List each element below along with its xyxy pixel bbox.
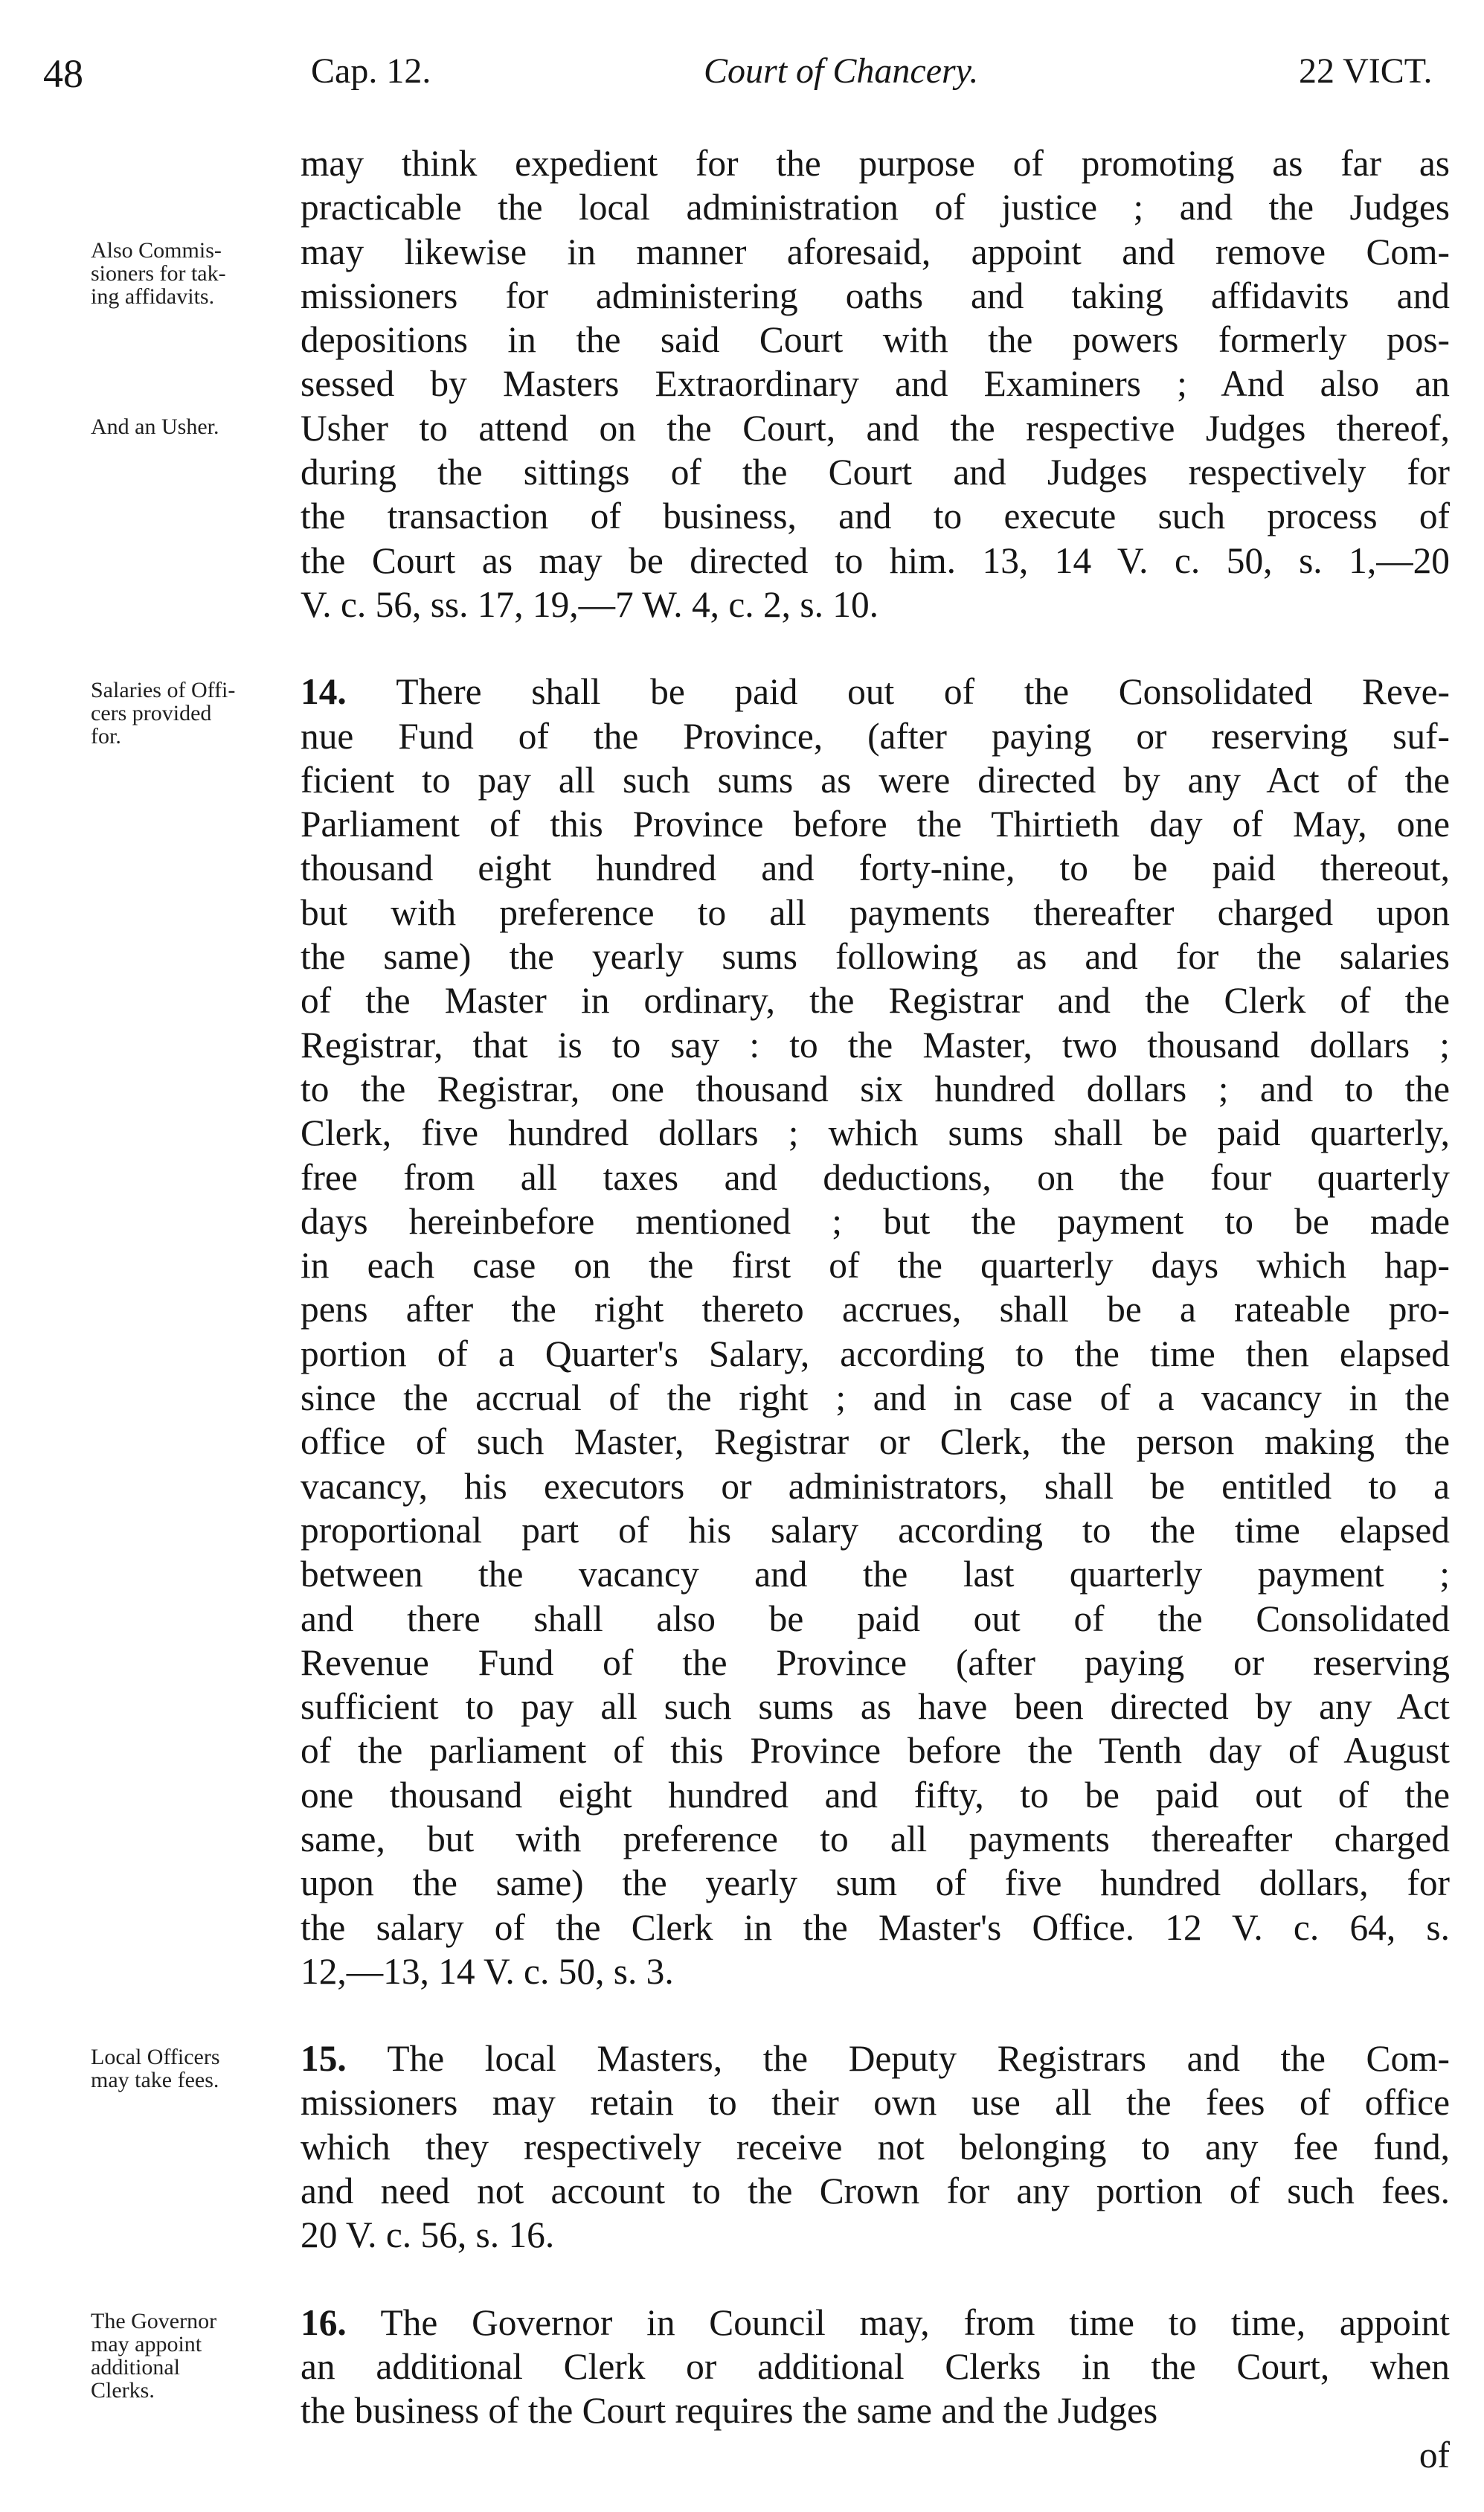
text-line: the salary of the Clerk in the Master's Office. 12 V. c. 64, s. (301, 1906, 1450, 1948)
catchword: of (1419, 2434, 1450, 2476)
section-3 (91, 2037, 1450, 2257)
running-header (0, 51, 1484, 110)
running-title: Court of Chancery. (704, 51, 979, 91)
text-line: depositions in the said Court with the powers formerly pos- (301, 319, 1450, 361)
text-line: one thousand eight hundred and fifty, to be paid out of the (301, 1774, 1450, 1816)
section-number: 14. (301, 671, 396, 713)
margin-note (91, 415, 292, 438)
margin-note-line: Salaries of Offi- (91, 678, 236, 703)
text-line: V. c. 56, ss. 17, 19,—7 W. 4, c. 2, s. 10. (301, 583, 879, 625)
text-line: since the accrual of the right ; and in case of a vacancy in the (301, 1377, 1450, 1419)
text-line: 12,—13, 14 V. c. 50, s. 3. (301, 1950, 674, 1992)
text-line: an additional Clerk or additional Clerks in the Court, when (301, 2345, 1450, 2387)
margin-note-line: sioners for tak- (91, 260, 226, 286)
text-line: Clerk, five hundred dollars ; which sums shall be paid quarterly, (301, 1112, 1450, 1154)
text-line: vacancy, his executors or administrators, shall be entitled to a (301, 1465, 1450, 1507)
text-line: sessed by Masters Extraordinary and Examiners ; And also an (301, 363, 1450, 405)
text-line: in each case on the first of the quarterly days which hap- (301, 1245, 1450, 1287)
regnal-year: 22 VICT. (1299, 51, 1433, 91)
text-line: missioners may retain to their own use all the fees of office (301, 2082, 1450, 2124)
margin-note-line: Also Commis- (91, 237, 222, 263)
margin-note-line: additional (91, 2354, 180, 2380)
text-line: sufficient to pay all such sums as have been directed by any Act (301, 1686, 1450, 1728)
text-line: may think expedient for the purpose of promoting as far as (301, 143, 1450, 184)
text-line: same, but with preference to all payments thereafter charged (301, 1818, 1450, 1859)
margin-note-line: And an Usher. (91, 414, 219, 439)
text-line: nue Fund of the Province, (after paying or reserving suf- (301, 715, 1450, 757)
margin-note-line: ing affidavits. (91, 283, 215, 309)
text-line: the Court as may be directed to him. 13, 14 V. c. 50, s. 1,—20 (301, 539, 1450, 581)
text-line: the business of the Court requires the same and the Judges (301, 2390, 1158, 2432)
section-4 (91, 2301, 1450, 2433)
text-line: Revenue Fund of the Province (after paying or reserving (301, 1641, 1450, 1683)
text-line: 14. There shall be paid out of the Consolidated Reve- (301, 671, 1450, 713)
margin-note-line: Local Officers (91, 2045, 220, 2070)
text-line: proportional part of his salary according to the time elapsed (301, 1509, 1450, 1551)
text-line: during the sittings of the Court and Judges respectively for (301, 452, 1450, 493)
text-line: but with preference to all payments thereafter charged upon (301, 891, 1450, 933)
text-line: ficient to pay all such sums as were directed by any Act of the (301, 759, 1450, 801)
margin-note-line: Clerks. (91, 2377, 155, 2403)
text-line: Registrar, that is to say : to the Master, two thousand dollars ; (301, 1024, 1450, 1066)
section-number: 16. (301, 2301, 381, 2343)
margin-note-line: cers provided (91, 701, 212, 726)
text-line: the same) the yearly sums following as and for the salaries (301, 936, 1450, 978)
text-line: days hereinbefore mentioned ; but the payment to be made (301, 1200, 1450, 1242)
text-line: to the Registrar, one thousand six hundred dollars ; and to the (301, 1068, 1450, 1109)
text-line: office of such Master, Registrar or Clerk, the person making the (301, 1421, 1450, 1463)
text-line: may likewise in manner aforesaid, appoint and remove Com- (301, 231, 1450, 272)
margin-note (91, 2310, 292, 2402)
section-2 (91, 670, 1450, 1993)
margin-note-line: may take fees. (91, 2068, 219, 2093)
text-line: thousand eight hundred and forty-nine, to be paid thereout, (301, 848, 1450, 889)
body-text (91, 141, 1450, 2477)
margin-note-line: for. (91, 724, 121, 749)
chapter-reference: Cap. 12. (311, 51, 431, 91)
text-line: the transaction of business, and to execute such process of (301, 496, 1450, 537)
text-line: 20 V. c. 56, s. 16. (301, 2214, 555, 2256)
text-line: 15. The local Masters, the Deputy Registrars and the Com- (301, 2038, 1450, 2080)
text-line: of the Master in ordinary, the Registrar and the Clerk of the (301, 980, 1450, 1022)
text-line: pens after the right thereto accrues, shall be a rateable pro- (301, 1289, 1450, 1330)
page-number: 48 (43, 51, 83, 96)
text-line: portion of a Quarter's Salary, according to the time then elapsed (301, 1333, 1450, 1374)
margin-note (91, 2045, 292, 2092)
section-1 (91, 141, 1450, 627)
margin-note (91, 679, 292, 748)
margin-note-line: may appoint (91, 2331, 202, 2356)
margin-note-line: The Governor (91, 2308, 217, 2333)
text-line: upon the same) the yearly sum of five hundred dollars, for (301, 1862, 1450, 1904)
text-line: and need not account to the Crown for any portion of such fees. (301, 2170, 1450, 2212)
text-line: 16. The Governor in Council may, from time to time, appoint (301, 2301, 1450, 2343)
text-line: of the parliament of this Province before the Tenth day of August (301, 1730, 1450, 1772)
text-line: Parliament of this Province before the Thirtieth day of May, one (301, 804, 1450, 845)
text-line: practicable the local administration of justice ; and the Judges (301, 187, 1450, 228)
margin-note (91, 239, 292, 308)
text-line: missioners for administering oaths and taking affidavits and (301, 275, 1450, 316)
text-line: between the vacancy and the last quarterly payment ; (301, 1554, 1450, 1595)
text-line: Usher to attend on the Court, and the respective Judges thereof, (301, 407, 1450, 449)
text-line: which they respectively receive not belonging to any fee fund, (301, 2126, 1450, 2167)
section-number: 15. (301, 2038, 388, 2080)
text-line: and there shall also be paid out of the Consolidated (301, 1598, 1450, 1639)
text-line: free from all taxes and deductions, on the four quarterly (301, 1156, 1450, 1198)
